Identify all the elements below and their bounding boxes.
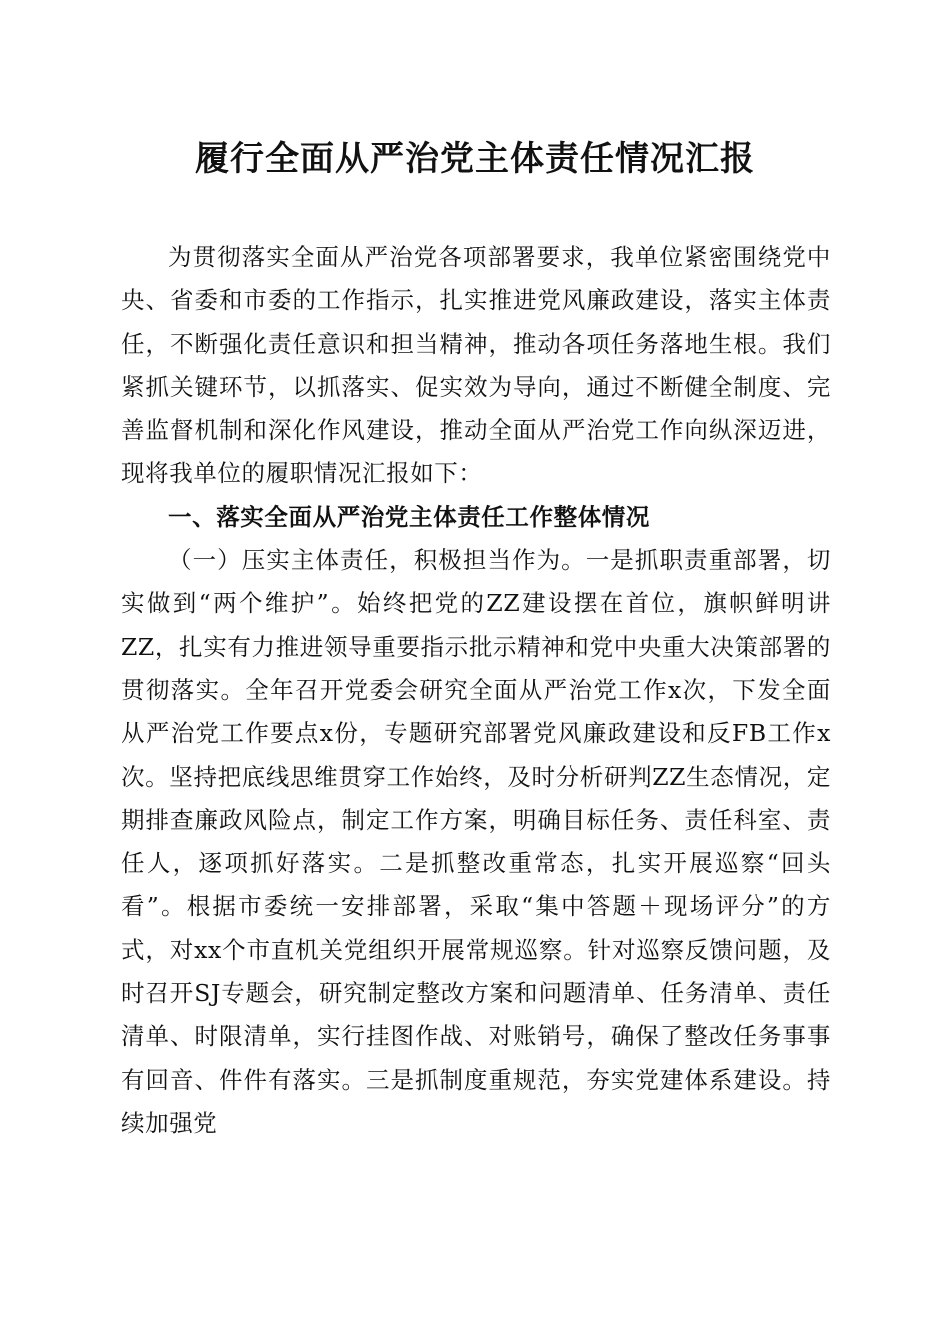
document-title: 履行全面从严治党主体责任情况汇报 [195,139,755,179]
intro-paragraph: 为贯彻落实全面从严治党各项部署要求，我单位紧密围绕党中央、省委和市委的工作指示，扎实推进党风廉政建设，落实主体责任，不断强化责任意识和担当精神，推动各项任务落地生根。我们紧抓关键环节，以抓落实、促实效为导向，通过不断健全制度、完善监督机制和深化作风建设，推动全面从严治党工作向纵深迈进，现将我单位的履职情况汇报如下： [121,243,831,488]
document-body [121,236,831,1145]
section-paragraph: （一）压实主体责任，积极担当作为。一是抓职责重部署，切实做到“两个维护”。始终把党的ZZ建设摆在首位，旗帜鲜明讲ZZ，扎实有力推进领导重要指示批示精神和党中央重大决策部署的贯彻落实。全年召开党委会研究全面从严治党工作x次，下发全面从严治党工作要点x份，专题研究部署党风廉政建设和反FB工作x次。坚持把底线思维贯穿工作始终，及时分析研判ZZ生态情况，定期排查廉政风险点，制定工作方案，明确目标任务、责任科室、责任人，逐项抓好落实。二是抓整改重常态，扎实开展巡察“回头看”。根据市委统一安排部署，采取“集中答题＋现场评分”的方式，对xx个市直机关党组织开展常规巡察。针对巡察反馈问题，及时召开SJ专题会，研究制定整改方案和问题清单、任务清单、责任清单、时限清单，实行挂图作战、对账销号，确保了整改任务事事有回音、件件有落实。三是抓制度重规范，夯实党建体系建设。持续加强党 [121,546,831,1137]
section-heading: 一、落实全面从严治党主体责任工作整体情况 [168,502,650,531]
